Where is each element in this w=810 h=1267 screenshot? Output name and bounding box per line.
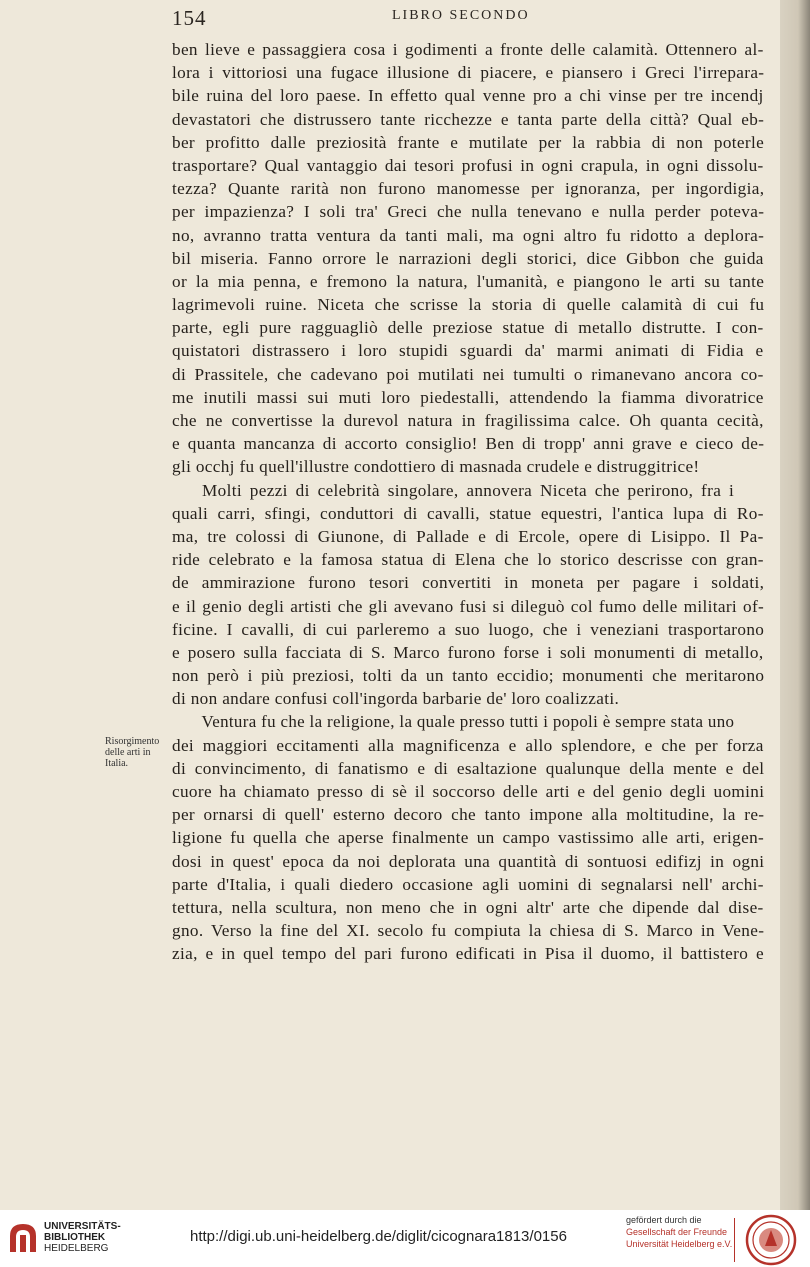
text-line: per impazienza? I soli tra' Greci che nulla tenevano e nulla perder poteva- [172, 202, 765, 222]
page-header [0, 6, 780, 30]
text-line: dei maggiori eccitamenti alla magnificenza e allo splendore, e che per forza [172, 735, 764, 755]
text-line: ficine. I cavalli, di cui parleremo a suo luogo, che i veneziani trasportarono [172, 619, 765, 639]
text-line: di Prassitele, che cadevano poi mutilati nei tumulti o rimanevano ancora co- [172, 364, 764, 384]
margin-note-line: delle arti in [105, 747, 151, 758]
text-line: Ventura fu che la religione, la quale presso tutti i popoli è sempre stata uno [201, 712, 735, 732]
text-line: bile ruina del loro paese. In effetto qual venne pro a chi vinse per tre incendj [172, 86, 764, 106]
divider [734, 1218, 735, 1262]
running-head: LIBRO SECONDO [392, 8, 530, 23]
text-line: ber profitto dalle preziosità frante e mutilate per la rabbia di non poterle [172, 132, 765, 152]
text-line: me inutili massi sui muti loro piedestalli, attendendo la fiamma divoratrice [172, 387, 764, 407]
text-line: di convincimento, di fanatismo e di esaltazione qualunque della mente e del [172, 758, 765, 778]
library-name-line: UNIVERSITÄTS- [44, 1221, 121, 1232]
text-line: che ne convertisse la durevol natura in fragilissima calce. Oh quanta cecità, [172, 411, 764, 430]
body-text [172, 38, 764, 966]
university-seal-icon [745, 1214, 797, 1266]
text-line: gli occhj fu quell'illustre condottiero di masnada crudele e distruggitrice! [172, 457, 700, 477]
text-line: tezza? Quante rarità non furono manomesse per ignoranza, per ingordigia, [172, 179, 765, 199]
text-line: Molti pezzi di celebrità singolare, annovera Niceta che perirono, fra i [202, 480, 735, 500]
text-line: dosi in quest' epoca da noi deplorata una quantità di sontuosi edifizj in ogni [172, 851, 765, 871]
text-line: ben lieve e passaggiera cosa i godimenti a fronte delle calamità. Ottennero al- [172, 40, 764, 59]
margin-note [105, 736, 169, 769]
margin-note-line: Risorgimento [105, 736, 160, 747]
permalink[interactable]: http://digi.ub.uni-heidelberg.de/diglit/cicognara1813/0156 [190, 1228, 567, 1245]
text-line: parte, egli pure ragguagliò delle preziose statue di metallo distrutte. I con- [172, 318, 764, 338]
margin-note-line: Italia. [105, 758, 129, 769]
text-line: lagrimevoli ruine. Niceta che scrisse la storia di quelle calamità di cui fu [172, 295, 765, 315]
text-line: e quanta mancanza di accorto consiglio! Ben di tropp' anni grave e cieco de- [172, 434, 765, 454]
text-line: no, avranno tratta ventura da tanti mali, ma ogni altro fu ridotto a deplora- [172, 225, 765, 245]
footer-bar [0, 1210, 810, 1267]
text-line: ligione fu quella che aperse finalmente un campo vastissimo alle arti, erigen- [172, 828, 765, 848]
funder-credit [626, 1214, 732, 1250]
text-line: di non andare confusi coll'ingorda barbarie de' loro coalizzati. [172, 689, 620, 709]
text-line: e il genio degli artisti che gli avevano fusi si dileguò col fumo delle militari of- [172, 596, 765, 616]
funder-line: Gesellschaft der Freunde [626, 1227, 728, 1237]
text-line: parte d'Italia, i quali diedero occasione agli uomini di segnalarsi nell' archi- [172, 874, 764, 894]
text-line: lora i vittoriosi una fugace illusione di piacere, e piansero i Greci l'irrepara- [172, 63, 765, 83]
text-line: bil miseria. Fanno orrore le narrazioni degli storici, dice Gibbon che guida [172, 248, 764, 268]
library-name-line: HEIDELBERG [44, 1243, 109, 1254]
university-library-logo-icon [8, 1222, 38, 1254]
text-line: per ornarsi di quell' esterno decoro che tanto impone alla moltitudine, la re- [172, 805, 765, 825]
text-line: cuore ha chiamato presso di sè il soccorso delle arti e del genio degli uomini [172, 782, 765, 801]
text-line: gno. Verso la fine del XI. secolo fu compiuta la chiesa di S. Marco in Vene- [172, 921, 765, 941]
text-line: e posero sulla facciata di S. Marco furono forse i soli monumenti di metallo, [172, 642, 764, 662]
text-line: non però i più preziosi, tolti da un tanto eccidio; monumenti che meritarono [172, 666, 765, 686]
text-line: ride celebrato e la famosa statua di Elena che lo storico descrisse con gran- [172, 550, 764, 570]
text-line: zia, e in quel tempo del pari furono edificati in Pisa il duomo, il battistero e [172, 944, 764, 964]
text-line: devastatori che distrussero tante ricchezze e tanta parte della città? Qual eb- [172, 109, 765, 129]
text-line: trasportare? Qual vantaggio dai tesori profusi in ogni crapula, in ogni dissolu- [172, 155, 764, 175]
page-edge [780, 0, 810, 1210]
page-number: 154 [172, 6, 207, 30]
text-line: tettura, nella scultura, non meno che in ogni altr' arte che dipende dal dise- [172, 897, 764, 917]
funder-line: gefördert durch die [626, 1215, 702, 1225]
text-line: quistatori distrassero i loro stupidi sguardi da' marmi animati di Fidia e [172, 341, 764, 361]
library-name [44, 1221, 121, 1254]
text-line: ma, tre colossi di Giunone, di Pallade e di Ercole, opere di Lisippo. Il Pa- [172, 526, 764, 546]
text-line: or la mia penna, e fremono la natura, l'umanità, e piangono le arti su tante [172, 271, 765, 291]
text-line: quali carri, sfingi, conduttori di cavalli, statue equestri, l'antica lupa di Ro- [172, 503, 764, 523]
library-name-line: BIBLIOTHEK [44, 1232, 106, 1243]
text-line: de ammirazione furono tesori convertiti in moneta per pagare i soldati, [172, 573, 765, 593]
funder-line: Universität Heidelberg e.V. [626, 1239, 733, 1249]
